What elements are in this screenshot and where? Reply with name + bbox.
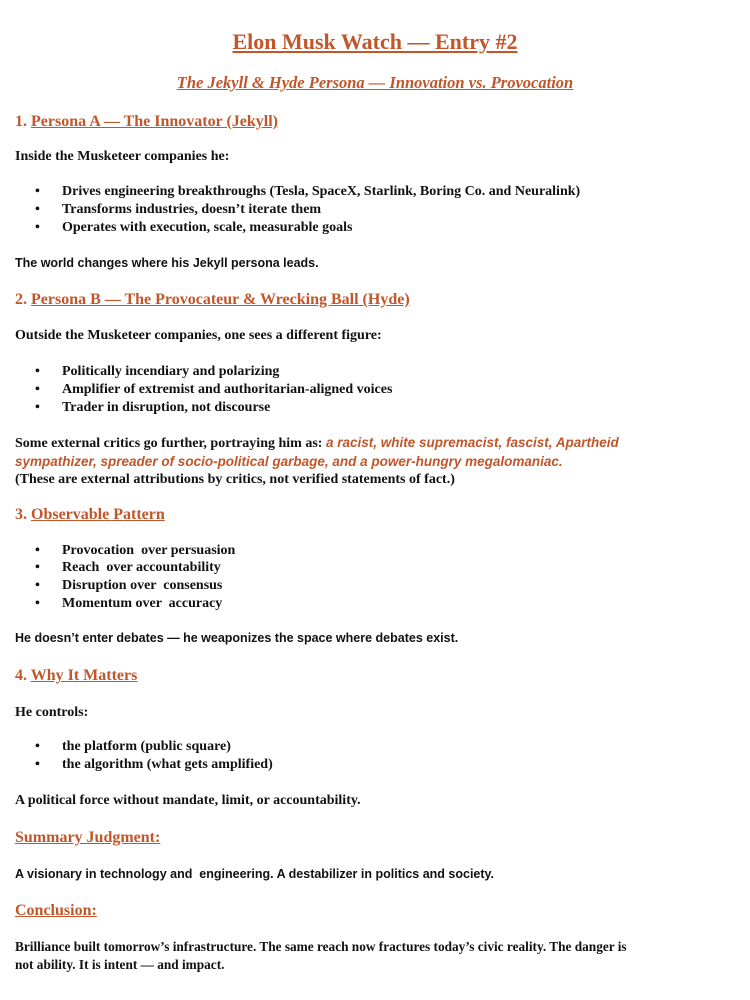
section-2-intro: Outside the Musketeer companies, one sees a different figure: [15, 328, 382, 343]
section-4-closing: A political force without mandate, limit, or accountability. [15, 793, 361, 808]
section-1-closing: The world changes where his Jekyll persona leads. [15, 256, 319, 270]
section-1-intro: Inside the Musketeer companies he: [15, 149, 230, 164]
summary-text: A visionary in technology and engineering. A destabilizer in politics and society. [15, 867, 495, 881]
list-item: • Amplifier of extremist and authoritarian-aligned voices [35, 382, 393, 397]
list-item: • Transforms industries, doesn’t iterate them [35, 202, 322, 217]
disclaimer: (These are external attributions by critics, not verified statements of fact.) [15, 472, 455, 487]
list-item: • Reach over accountability [35, 560, 221, 575]
section-1-heading: 1. Persona A — The Innovator (Jekyll) [15, 113, 278, 130]
critics-line-1: Some external critics go further, portraying him as: a racist, white supremacist, fascist, Apartheid [15, 435, 619, 451]
conclusion-line-2: not ability. It is intent — and impact. [15, 957, 225, 972]
section-3-heading: 3. Observable Pattern [15, 506, 165, 523]
list-item: • Momentum over accuracy [35, 596, 223, 611]
section-4-heading: 4. Why It Matters [15, 667, 138, 684]
list-item: • Trader in disruption, not discourse [35, 400, 271, 415]
list-item: • Disruption over consensus [35, 578, 223, 593]
list-item: • Provocation over persuasion [35, 543, 236, 558]
document-title: Elon Musk Watch — Entry #2 [232, 29, 518, 54]
document-subtitle: The Jekyll & Hyde Persona — Innovation vs. Provocation [176, 73, 574, 92]
list-item: • Operates with execution, scale, measurable goals [35, 220, 353, 235]
list-item: • Politically incendiary and polarizing [35, 364, 280, 379]
section-3-closing: He doesn’t enter debates — he weaponizes the space where debates exist. [15, 631, 459, 645]
summary-heading: Summary Judgment: [15, 829, 161, 846]
section-2-heading: 2. Persona B — The Provocateur & Wrecking Ball (Hyde) [15, 291, 410, 308]
critics-line-2: sympathizer, spreader of socio-political garbage, and a power-hungry megalomaniac. [15, 454, 563, 469]
list-item: • the platform (public square) [35, 739, 231, 754]
section-4-intro: He controls: [15, 705, 89, 720]
conclusion-heading: Conclusion: [15, 902, 97, 919]
conclusion-line-1: Brilliance built tomorrow’s infrastructure. The same reach now fractures today’s civic reality. The danger is [15, 939, 627, 954]
list-item: • the algorithm (what gets amplified) [35, 757, 273, 772]
list-item: • Drives engineering breakthroughs (Tesla, SpaceX, Starlink, Boring Co. and Neuralink) [35, 184, 581, 199]
